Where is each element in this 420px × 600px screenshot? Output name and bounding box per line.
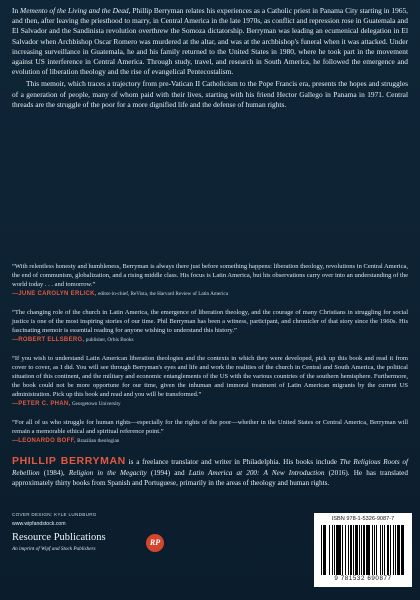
- bio-text: (1984),: [39, 468, 69, 477]
- endorser-affiliation: Georgetown University: [70, 401, 121, 407]
- description-paragraph-2: This memoir, which traces a trajectory from pre-Vatican II Catholicism to the Pope Francis era, presents the hopes and struggles of a generation of people, many of whom paid with their lives, starting with his friend Hector Gallego in Panama in 1971. Central threads are the struggle of the poor for a more dignified life and the defense of human rights.: [12, 79, 408, 109]
- cover-design-credit: COVER DESIGN: KYLE LUNDBURG: [12, 512, 97, 517]
- endorsement: [12, 308, 408, 345]
- barcode-bar: [404, 525, 405, 575]
- isbn-label: ISBN 978-1-5326-9087-7: [331, 516, 395, 522]
- endorsement-attribution: [12, 400, 408, 409]
- endorser-name: —PETER C. PHAN,: [12, 401, 71, 407]
- book-title-reference: Memento of the Living and the Dead: [20, 6, 129, 15]
- endorsement: [12, 262, 408, 299]
- endorser-name: —LEONARDO BOFF,: [12, 438, 76, 444]
- endorsement-attribution: [12, 336, 408, 345]
- book-title-reference: The Religious Roots of Rebellion: [12, 458, 409, 477]
- book-title-reference: Religion in the Megacity: [68, 468, 147, 477]
- endorsement-quote: “If you wish to understand Latin American liberation theologies and the contexts in which they were developed, pick up this book and read it from cover to cover, as I did. You will see through Berryman's eyes and life and work the realities of the church in Central and South America, the political situation of this continent, and the military and economic entanglements of the US with the various countries of the southern hemisphere. Furthermore, the book could not be more opportune for our time, given the inhuman and immoral treatment of Latin American migrants by the current US administration. Pick up this book and read and you will be transformed.”: [12, 355, 408, 398]
- endorsement-attribution: [12, 437, 408, 446]
- publisher-name: Resource Publications: [12, 532, 106, 543]
- endorsement-quote: “The changing role of the church in Latin America, the emergence of liberation theology, and the courage of many Christians in struggling for social justice is one of the most inspiring stories of our time. Phil Berryman has been a witness, participant, and chronicler of that story since the 1960s. His fascinating memoir is essential reading for anyone wishing to understand this history.”: [12, 309, 408, 334]
- endorsement: [12, 418, 408, 446]
- endorsement-quote: “With relentless honesty and humbleness, Berryman is always there just before something happens: liberation theology, revolutions in Central America, the end of communism, globalization, and a rising middle class. His focus is Latin America, but his observations carry over into an understanding of the world today . . . and tomorrow.”: [12, 263, 408, 288]
- endorser-affiliation: Brazilian theologian: [75, 438, 120, 444]
- description-paragraph-1: [12, 6, 408, 77]
- endorsement: [12, 354, 408, 409]
- publisher-url: www.wipfandstock.com: [12, 521, 66, 527]
- isbn-barcode: [314, 513, 412, 587]
- author-bio: [12, 456, 408, 489]
- bio-text: (1994) and: [146, 468, 189, 477]
- endorsement-quote: “For all of us who struggle for human rights—especially for the rights of the poor—whether in the United States or Central America, Berryman will remain a memorable ethical and spiritual reference point.”: [12, 419, 408, 435]
- author-name: PHILLIP BERRYMAN: [12, 455, 126, 467]
- book-title-reference: Latin America at 200: A New Introduction: [188, 468, 325, 477]
- publisher-tagline: An imprint of Wipf and Stock Publishers: [12, 546, 96, 552]
- bio-text: is a freelance translator and writer in Philadelphia. His books include: [125, 458, 340, 466]
- description-text: In: [12, 6, 21, 15]
- barcode-bars: [321, 525, 405, 575]
- endorser-name: —ROBERT ELLSBERG,: [12, 337, 85, 343]
- book-description: [12, 6, 408, 110]
- endorser-affiliation: editor-in-chief, ReVista, the Harvard Review of Latin America: [96, 291, 229, 297]
- endorsements: [12, 262, 408, 455]
- endorser-name: —JUNE CAROLYN ERLICK,: [12, 291, 97, 297]
- description-text: , Phillip Berryman relates his experiences as a Catholic priest in Panama City starting in 1965, and then, after leaving the priesthood to marry, in Central America in the late 1970s, as conflict and repression rose in Guatemala and El Salvador and the Sandinista revolution overthrew the Somoza dictatorship. Berryman was leading an ecumenical delegation in El Salvador when Archbishop Oscar Romero was murdered at the altar, and was at the archbishop's funeral when it was attacked. Under increasing surveillance in Guatemala, he and his family returned to the United States in 1980, where he took part in the movement against US interference in Central America. Through study, travel, and research in South America, he followed the emergence and evolution of liberation theology and the rise of evangelical Pentecostalism.: [12, 6, 409, 77]
- barcode-number: 9 781532 690877: [334, 575, 392, 582]
- bio-text: (2016). He has translated approximately thirty books from Spanish and Portuguese, primarily in the areas of theology and human rights.: [12, 468, 408, 487]
- publisher-logo-icon: RP: [146, 534, 164, 552]
- endorser-affiliation: publisher, Orbis Books: [84, 337, 134, 343]
- endorsement-attribution: [12, 290, 408, 299]
